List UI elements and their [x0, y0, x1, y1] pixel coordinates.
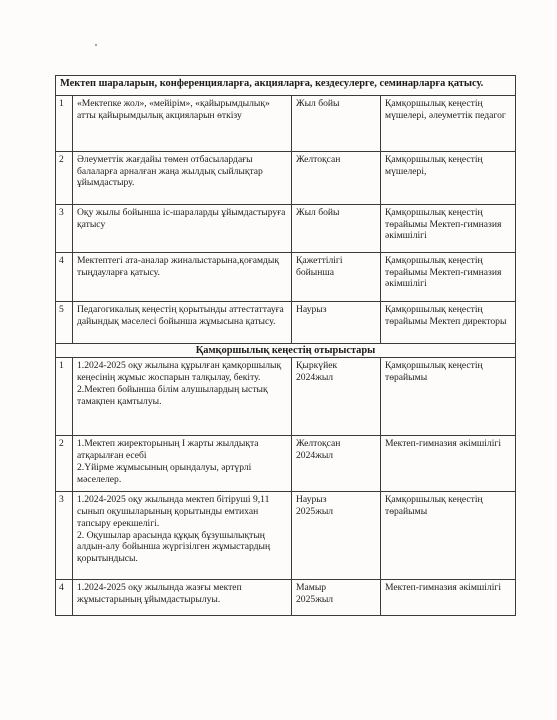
event-description: 1.2024-2025 оқу жылына құрылған қамқоршылық кеңесінің жұмыс жоспарын талқылау, бекіту. 2.Мектеп бойынша білім алушылардың ыстық тамақпен қамтылуы. — [73, 358, 292, 436]
event-time: Наурыз — [292, 302, 381, 344]
section-title-meetings: Қамқоршылық кеңестің отырыстары — [56, 344, 516, 358]
row-number: 2 — [56, 152, 73, 205]
event-time: Қажеттілігі бойынша — [292, 253, 381, 302]
responsible-party: Қамқоршылық кеңестің төрайымы — [381, 492, 516, 580]
event-time: Жыл бойы — [292, 205, 381, 253]
row-number: 3 — [56, 205, 73, 253]
event-time: Наурыз 2025жыл — [292, 492, 381, 580]
event-description: 1.2024-2025 оқу жылында жазғы мектеп жұмыстарының ұйымдастырылуы. — [73, 580, 292, 616]
section-title-events: Мектеп шараларын, конференцияларға, акцияларға, кездесулерге, семинарларға қатысу. — [56, 76, 516, 96]
section-header-events — [56, 76, 516, 96]
section-header-meetings — [56, 344, 516, 358]
plan-table — [55, 75, 516, 616]
responsible-party: Қамқоршылық кеңестің мүшелері, әлеуметтік педагог — [381, 96, 516, 152]
event-time: Желтоқсан 2024жыл — [292, 436, 381, 492]
row-number: 5 — [56, 302, 73, 344]
row-number: 1 — [56, 96, 73, 152]
event-time: Жыл бойы — [292, 96, 381, 152]
event-description: Әлеуметтік жағдайы төмен отбасылардағы балаларға арналған жаңа жылдық сыйлықтар ұйымдастыру. — [73, 152, 292, 205]
row-number: 4 — [56, 253, 73, 302]
table-row — [56, 302, 516, 344]
row-number: 2 — [56, 436, 73, 492]
event-description: Оқу жылы бойынша іс-шараларды ұйымдастыруға қатысу — [73, 205, 292, 253]
event-description: «Мектепке жол», «мейірім», «қайырымдылық» атты қайырымдылық акцияларын өткізу — [73, 96, 292, 152]
event-description: 1.2024-2025 оқу жылында мектеп бітіруші 9,11 сынып оқушыларының қорытынды емтихан тапсыру ерекшелігі. 2. Оқушылар арасында құқық бұзушылықтың алдын-алу бойынша жүргізілген жұмыстардың қорытындысы. — [73, 492, 292, 580]
responsible-party: Қамқоршылық кеңестің мүшелері, — [381, 152, 516, 205]
event-description: Педагогикалық кеңестің қорытынды аттестаттауға дайындық мәселесі бойынша жұмысына қатысу. — [73, 302, 292, 344]
row-number: 1 — [56, 358, 73, 436]
row-number: 4 — [56, 580, 73, 616]
table-row — [56, 580, 516, 616]
table-row — [56, 253, 516, 302]
table-row — [56, 436, 516, 492]
table-row — [56, 358, 516, 436]
event-time: Мамыр 2025жыл — [292, 580, 381, 616]
event-time: Желтоқсан — [292, 152, 381, 205]
table-row — [56, 492, 516, 580]
event-description: 1.Мектеп жиректорының І жарты жылдықта атқарылған есебі 2.Үйірме жұмысының орындалуы, әртүрлі мәселелер. — [73, 436, 292, 492]
table-row — [56, 152, 516, 205]
table-row — [56, 96, 516, 152]
responsible-party: Қамқоршылық кеңестің төрайымы Мектеп директоры — [381, 302, 516, 344]
document-sheet — [55, 75, 515, 616]
table-row — [56, 205, 516, 253]
event-description: Мектептегі ата-аналар жиналыстарына,қоғамдық тыңдауларға қатысу. — [73, 253, 292, 302]
responsible-party: Мектеп-гимназия әкімшілігі — [381, 580, 516, 616]
responsible-party: Қамқоршылық кеңестің төрайымы Мектеп-гимназия әкімшілігі — [381, 205, 516, 253]
row-number: 3 — [56, 492, 73, 580]
responsible-party: Қамқоршылық кеңестің төрайымы Мектеп-гимназия әкімшілігі — [381, 253, 516, 302]
responsible-party: Қамқоршылық кеңестің төрайымы — [381, 358, 516, 436]
responsible-party: Мектеп-гимназия әкімшілігі — [381, 436, 516, 492]
event-time: Қыркүйек 2024жыл — [292, 358, 381, 436]
scan-speck — [95, 44, 97, 46]
